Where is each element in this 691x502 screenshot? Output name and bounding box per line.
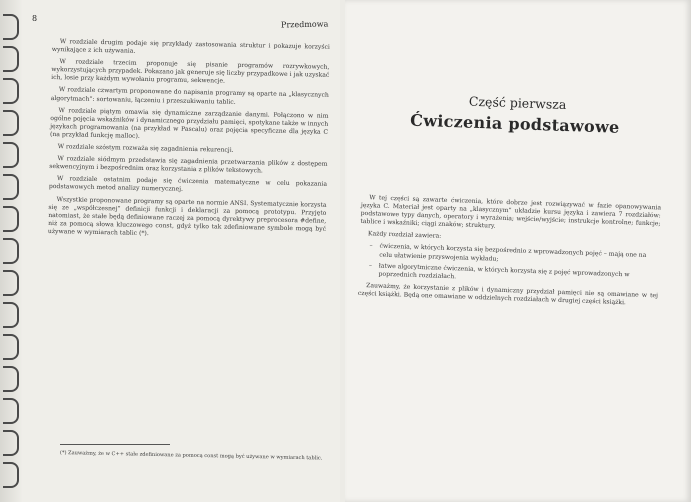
paragraph: W rozdziale piątym omawia się dynamiczne zarządzanie danymi. Połączono w nim ogólne pojęcia wskaźników i dynamicznego przydziału pamięci, spotykane także w innych językach programowania (na przykład w Pascalu) oraz pojęcia specyficzne dla języka C (na przykład funkcję malloc). (49, 106, 329, 140)
binding-ring (3, 46, 19, 72)
part-label: Część pierwsza (468, 93, 567, 113)
binding-ring (3, 430, 19, 456)
list-item: – łatwe algorytmiczne ćwiczenia, w których korzysta się z pojęć wprowadzonych w poprzednich rozdziałach. (372, 262, 658, 288)
paragraph: W rozdziale ostatnim podaje się ćwiczenia matematyczne w celu pokazania podstawowych metod analizy numerycznej. (48, 175, 328, 194)
binding-ring (3, 366, 19, 392)
paragraph: W rozdziale siódmym przedstawia się zagadnienia przetwarzania plików z dostępem sekwencyjnym i bezpośrednim oraz korzystania z plików tekstowych. (49, 155, 328, 175)
binding-ring (3, 110, 19, 136)
binding-ring (3, 174, 19, 200)
paragraph: W rozdziale szóstym rozważa się zagadnienia rekurencji. (57, 143, 234, 154)
binding-ring (3, 206, 19, 232)
footnote: (*) Zauważmy, że w C++ stałe zdefiniowane za pomocą const mogą być używane w wymiarach tablic. (59, 450, 323, 462)
binding-ring (3, 14, 19, 40)
list-item: – ćwiczenia, w których korzysta się bezpośrednio z wprowadzonych pojęć – mają one na celu ułatwienie przyswojenia wykładu; (373, 243, 659, 269)
right-body (358, 90, 665, 312)
binding-ring (3, 398, 19, 424)
paragraph: W rozdziale trzecim proponuje się pisanie programów rozrywkowych, wykorzystujących przypadek. Pokazano jak generuje się liczby przypadkowe i jak uzyskać ich, losie przy każdym wywołaniu programu, sekwencje. (51, 58, 330, 86)
paragraph: W rozdziale czwartym proponowane do napisania programy są oparte na „klasycznych algorytmach”: sortowaniu, łączeniu i przeszukiwaniu tablic. (50, 86, 329, 106)
binding-ring (3, 142, 19, 168)
list-intro: Każdy rozdział zawiera: (367, 230, 442, 241)
binding-ring (3, 462, 19, 488)
right-page (345, 0, 691, 502)
running-head: Przedmowa (280, 19, 329, 30)
left-page (22, 0, 340, 502)
binding-ring (3, 238, 19, 264)
binding-ring (3, 334, 19, 360)
binding-ring (3, 302, 19, 328)
binding-ring (3, 78, 19, 104)
binding-ring (3, 270, 19, 296)
page-number: 8 (32, 14, 38, 23)
paragraph: W rozdziale drugim podaje się przykłady zastosowania struktur i pokazuje korzyści wynikające z ich używania. (51, 38, 330, 55)
paragraph: Wszystkie proponowane programy są oparte na normie ANSI. Systematycznie korzysta się ze „współczesnej” definicji funkcji i deklaracji za pomocą prototypu. Przyjęto natomiast, że stałe będą definiowane raczej za pomocą dyrektywy preprocesora #define, niż za pomocą słowa kluczowego const, gdyż tylko tak zdefiniowane symbole mogą być używane w wymiarach tablic (*). (47, 195, 327, 237)
spiral-binding (0, 0, 22, 502)
left-body (48, 38, 330, 246)
intro-paragraph: W tej części są zawarte ćwiczenia, które dobrze jest rozwiązywać w fazie opanowywania języka C. Materiał jest oparty na „klasycznym” układzie kursu języka i zawiera 7 rozdziałów: podstawowe typy danych, operatory i wyrażenia; wejście/wyjście; instrukcje kontrolne; funkcje; tablice i wskaźniki; ciągi znaków; struktury. (360, 194, 662, 230)
footnote-rule (60, 444, 170, 445)
part-title: Ćwiczenia podstawowe (409, 110, 620, 137)
chapter-contents-list (358, 242, 659, 288)
closing-paragraph: Zauważmy, że korzystanie z plików i dynamiczny przydział pamięci nie są omawiane w tej części książki. Będą one omawiane w oddzielnych rozdziałach w drugiej części książki. (357, 282, 659, 307)
